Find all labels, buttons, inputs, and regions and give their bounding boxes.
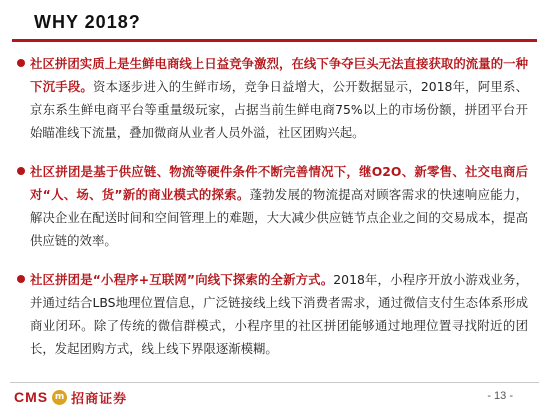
logo-chinese-text: 招商证券 [71, 391, 128, 407]
page-number: - 13 - [487, 390, 513, 402]
cms-logo-mark-icon: m [52, 390, 67, 405]
company-logo [14, 387, 127, 407]
footer [10, 382, 539, 408]
bullet-dot-icon [17, 275, 25, 283]
bullet-body: 2018年，小程序开放小游戏业务，并通过结合LBS地理位置信息，广泛链接线上线下消费者需求，通过微信支付生态体系形成商业闭环。除了传统的微信群模式，小程序里的社区拼团能够通过地理位置寻找附近的团长，发起团购方式，线上线下界限逐渐模糊。 [30, 272, 528, 356]
page-title: WHY 2018? [34, 12, 141, 32]
bullet-item [16, 160, 528, 252]
bullet-body: 资本逐步进入的生鲜市场，竞争日益增大，公开数据显示，2018年，阿里系、京东系生鲜电商平台等重量级玩家，占据当前生鲜电商75%以上的市场份额，拼团平台开始瞄准线下流量，叠加微商从业者人员外溢，社区团购兴起。 [30, 79, 528, 140]
bullet-item [16, 52, 528, 144]
bullet-dot-icon [17, 167, 25, 175]
bullet-dot-icon [17, 59, 25, 67]
bullet-emphasis: 社区拼团实质上是生鲜电商线上日益竞争激烈，在线下争夺巨头无法直接获取的流量的一种下沉手段。 [30, 56, 528, 94]
footer-divider [10, 382, 539, 383]
bullet-list [16, 52, 528, 376]
bullet-body: 蓬勃发展的物流提高对顾客需求的快速响应能力，解决企业在配送时间和空间管理上的难题，大大减少供应链节点企业之间的交易成本，提高供应链的效率。 [30, 187, 529, 248]
bullet-item [16, 268, 528, 360]
title-underline [12, 39, 537, 42]
logo-latin-text: CMS [14, 389, 49, 405]
bullet-emphasis: 社区拼团是“小程序+互联网”向线下探索的全新方式。 [30, 272, 334, 287]
bullet-emphasis: 社区拼团是基于供应链、物流等硬件条件不断完善情况下，继O2O、新零售、社交电商后对“人、场、货”新的商业模式的探索。 [30, 164, 528, 202]
